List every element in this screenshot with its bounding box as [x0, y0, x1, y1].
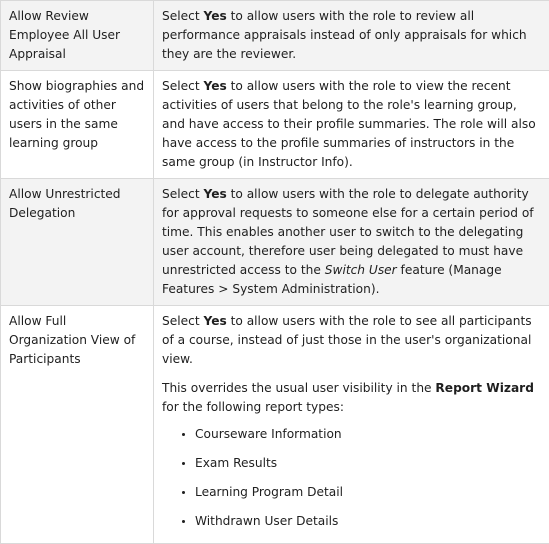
permission-name: Allow Unrestricted Delegation — [1, 179, 154, 306]
table-row — [1, 179, 549, 306]
list-item — [182, 454, 543, 473]
desc-text: feature (Manage Features > System Administration). — [162, 263, 502, 296]
list-item-label: Exam Results — [195, 456, 277, 470]
desc-text: Select — [162, 9, 203, 23]
permission-description — [154, 179, 549, 306]
list-item-label: Withdrawn User Details — [195, 514, 338, 528]
description-paragraph — [162, 379, 543, 417]
desc-text: Select — [162, 314, 203, 328]
permission-description — [154, 306, 549, 544]
desc-text: to allow users with the role to delegate authority for approval requests to someone else for a certain period of time. This enables another user to switch to the delegating user account, therefore user being delegated to must have unrestricted access to the — [162, 187, 534, 277]
desc-text: Select — [162, 79, 203, 93]
desc-bold-value: Yes — [203, 187, 226, 201]
permission-name: Show biographies and activities of other users in the same learning group — [1, 71, 154, 179]
permission-name: Allow Full Organization View of Participants — [1, 306, 154, 544]
bullet-icon — [182, 433, 185, 436]
list-item — [182, 483, 543, 502]
table-row — [1, 71, 549, 179]
desc-text: to allow users with the role to view the recent activities of users that belong to the role's learning group, and have access to their profile summaries. The role will also have access to the profile summaries of instructors in the same group (in Instructor Info). — [162, 79, 536, 169]
list-item — [182, 512, 543, 531]
table-row — [1, 306, 549, 544]
desc-text: to allow users with the role to review all performance appraisals instead of only appraisals for which they are the reviewer. — [162, 9, 527, 61]
permission-description — [154, 1, 549, 71]
bullet-icon — [182, 491, 185, 494]
desc-text: Select — [162, 187, 203, 201]
description-paragraph — [162, 77, 543, 172]
desc-bold-value: Yes — [203, 9, 226, 23]
desc-bold-value: Yes — [203, 79, 226, 93]
description-paragraph — [162, 312, 543, 369]
table-row — [1, 1, 549, 71]
bullet-icon — [182, 520, 185, 523]
description-paragraph — [162, 7, 543, 64]
report-wizard-label: Report Wizard — [435, 381, 534, 395]
desc-italic-feature: Switch User — [325, 263, 397, 277]
permission-name: Allow Review Employee All User Appraisal — [1, 1, 154, 71]
report-type-list — [162, 425, 543, 531]
desc-text: This overrides the usual user visibility in the — [162, 381, 435, 395]
list-item-label: Learning Program Detail — [195, 485, 343, 499]
desc-text: for the following report types: — [162, 400, 344, 414]
description-paragraph — [162, 185, 543, 299]
desc-text: to allow users with the role to see all participants of a course, instead of just those in the user's organizational view. — [162, 314, 532, 366]
list-item — [182, 425, 543, 444]
desc-bold-value: Yes — [203, 314, 226, 328]
permission-description — [154, 71, 549, 179]
list-item-label: Courseware Information — [195, 427, 342, 441]
bullet-icon — [182, 462, 185, 465]
